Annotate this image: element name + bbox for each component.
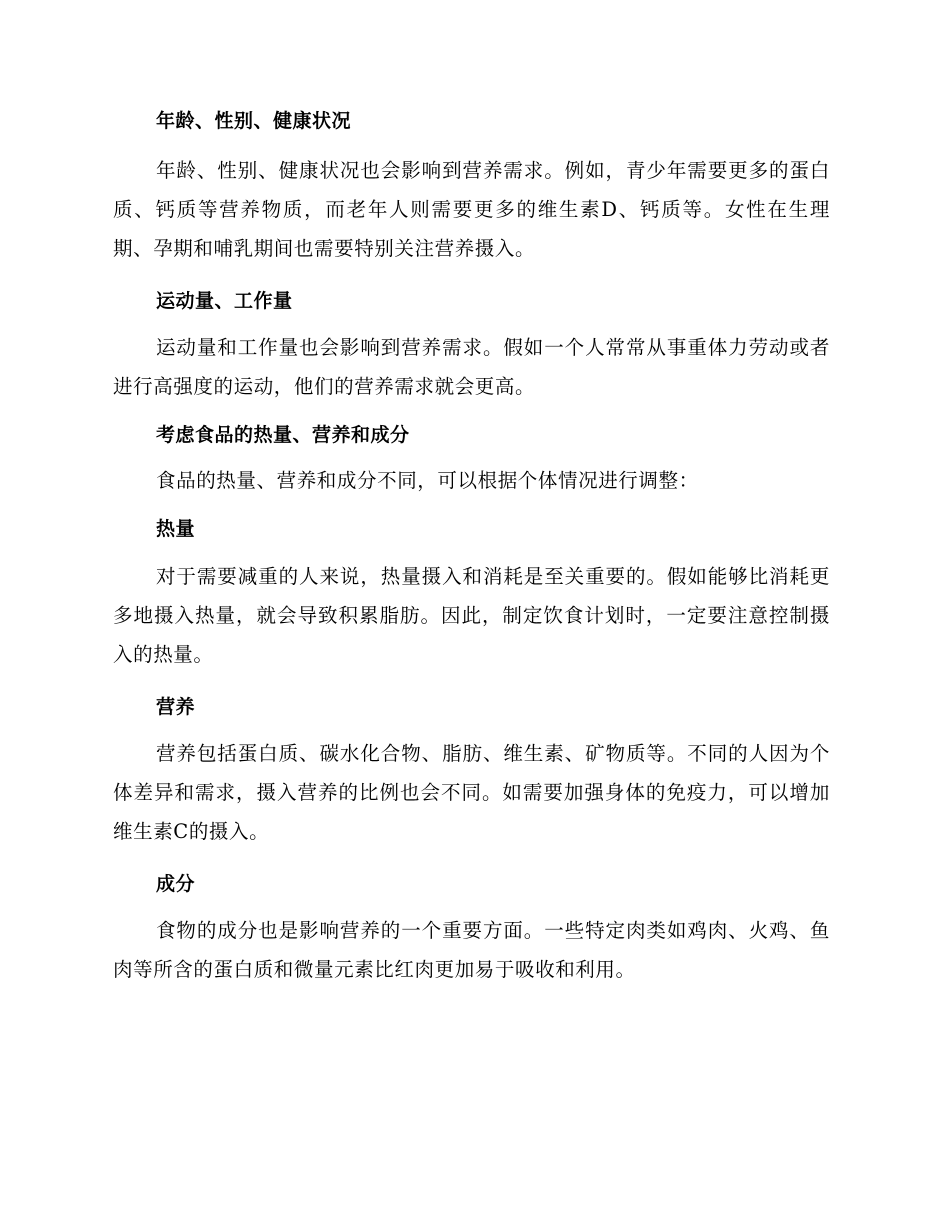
section-paragraph-exercise-workload: 运动量和工作量也会影响到营养需求。假如一个人常常从事重体力劳动或者进行高强度的运动，他们的营养需求就会更高。 [113,336,830,398]
section-paragraph-ingredients: 食物的成分也是影响营养的一个重要方面。一些特定肉类如鸡肉、火鸡、鱼肉等所含的蛋白质和微量元素比红肉更加易于吸收和利用。 [113,919,830,981]
section-paragraph-age-gender-health: 年龄、性别、健康状况也会影响到营养需求。例如，青少年需要更多的蛋白质、钙质等营养物质，而老年人则需要更多的维生素D、钙质等。女性在生理期、孕期和哺乳期间也需要特别关注营养摄入。 [113,159,830,260]
section-paragraph-nutrition: 营养包括蛋白质、碳水化合物、脂肪、维生素、矿物质等。不同的人因为个体差异和需求，摄入营养的比例也会不同。如需要加强身体的免疫力，可以增加维生素C的摄入。 [113,742,830,843]
section-heading-age-gender-health: 年龄、性别、健康状况 [156,110,352,132]
section-heading-nutrition: 营养 [156,696,196,718]
section-heading-calories: 热量 [156,518,196,540]
section-heading-ingredients: 成分 [156,873,196,895]
section-paragraph-calories: 对于需要减重的人来说，热量摄入和消耗是至关重要的。假如能够比消耗更多地摄入热量，就会导致积累脂肪。因此，制定饮食计划时，一定要注意控制摄入的热量。 [113,565,830,666]
section-paragraph-food-considerations: 食品的热量、营养和成分不同，可以根据个体情况进行调整： [156,469,699,492]
document-page [113,108,830,989]
section-heading-food-considerations: 考虑食品的热量、营养和成分 [156,424,410,446]
section-heading-exercise-workload: 运动量、工作量 [156,290,293,312]
